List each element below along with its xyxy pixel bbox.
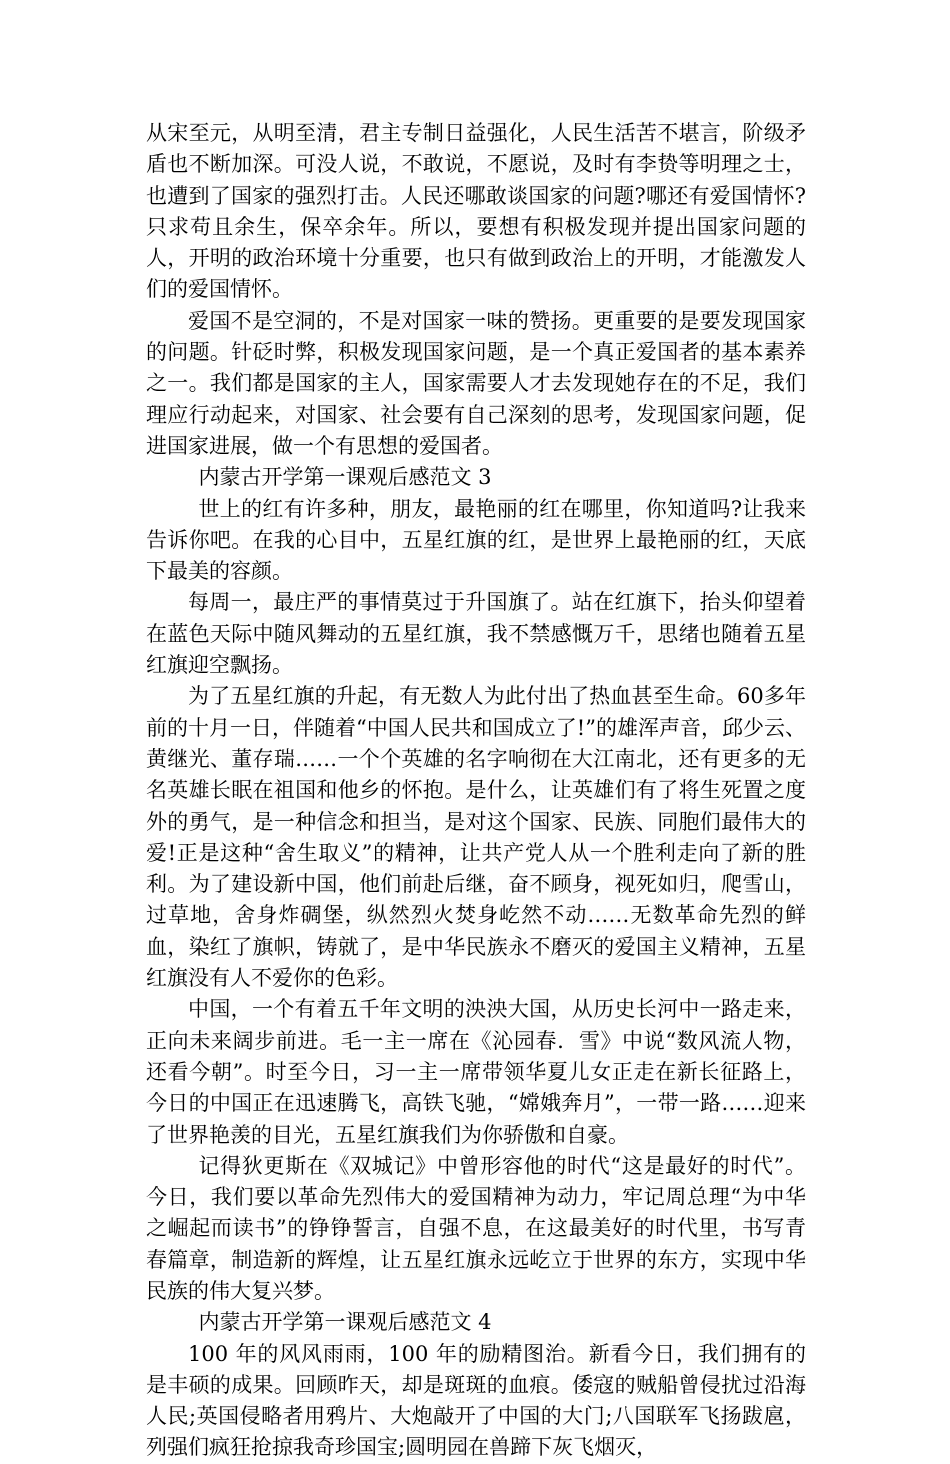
paragraph-3: 世上的红有许多种，朋友，最艳丽的红在哪里，你知道吗?让我来告诉你吧。在我的心目中，五星红旗的红，是世界上最艳丽的红，天底下最美的容颜。 [146,496,806,584]
section-heading-3: 内蒙古开学第一课观后感范文 3 [198,465,492,490]
paragraph-1: 从宋至元，从明至清，君主专制日益强化，人民生活苦不堪言，阶级矛盾也不断加深。可没人说，不敢说，不愿说，及时有李贽等明理之士，也遭到了国家的强烈打击。人民还哪敢谈国家的问题?哪还有爱国情怀?只求苟且余生，保卒余年。所以，要想有积极发现并提出国家问题的人，开明的政治环境十分重要，也只有做到政治上的开明，才能激发人们的爱国情怀。 [146,121,806,302]
paragraph-6: 中国，一个有着五千年文明的泱泱大国，从历史长河中一路走来，正向未来阔步前进。毛一主一席在《沁园春．雪》中说“数风流人物，还看今朝”。时至今日，习一主一席带领华夏儿女正走在新长征路上，今日的中国正在迅速腾飞，高铁飞驰，“嫦娥奔月”，一带一路……迎来了世界艳羡的目光，五星红旗我们为你骄傲和自豪。 [146,997,806,1147]
paragraph-2: 爱国不是空洞的，不是对国家一味的赞扬。更重要的是要发现国家的问题。针砭时弊，积极发现国家问题，是一个真正爱国者的基本素养之一。我们都是国家的主人，国家需要人才去发现她存在的不足，我们理应行动起来，对国家、社会要有自己深刻的思考，发现国家问题，促进国家进展，做一个有思想的爱国者。 [146,308,806,458]
document-page [146,118,806,1464]
paragraph-7: 记得狄更斯在《双城记》中曾形容他的时代“这是最好的时代”。今日，我们要以革命先烈伟大的爱国精神为动力，牢记周总理“为中华之崛起而读书”的铮铮誓言，自强不息，在这最美好的时代里，书写青春篇章，制造新的辉煌，让五星红旗永远屹立于世界的东方，实现中华民族的伟大复兴梦。 [146,1153,806,1303]
section-heading-4: 内蒙古开学第一课观后感范文 4 [198,1310,492,1335]
paragraph-8: 100 年的风风雨雨，100 年的励精图治。新看今日，我们拥有的是丰硕的成果。回顾昨天，却是斑斑的血痕。倭寇的贼船曾侵扰过沿海人民;英国侵略者用鸦片、大炮敲开了中国的大门;八国联军飞扬跋扈，列强们疯狂抢掠我奇珍国宝;圆明园在兽蹄下灰飞烟灭， [146,1341,806,1460]
paragraph-5: 为了五星红旗的升起，有无数人为此付出了热血甚至生命。60多年前的十月一日，伴随着“中国人民共和国成立了!”的雄浑声音，邱少云、黄继光、董存瑞……一个个英雄的名字响彻在大江南北，还有更多的无名英雄长眠在祖国和他乡的怀抱。是什么，让英雄们有了将生死置之度外的勇气，是一种信念和担当，是对这个国家、民族、同胞们最伟大的爱!正是这种“舍生取义”的精神，让共产党人从一个胜利走向了新的胜利。为了建设新中国，他们前赴后继，奋不顾身，视死如归，爬雪山，过草地，舍身炸碉堡，纵然烈火焚身屹然不动……无数革命先烈的鲜血，染红了旗帜，铸就了，是中华民族永不磨灭的爱国主义精神，五星红旗没有人不爱你的色彩。 [146,684,806,991]
paragraph-4: 每周一，最庄严的事情莫过于升国旗了。站在红旗下，抬头仰望着在蓝色天际中随风舞动的五星红旗，我不禁感慨万千，思绪也随着五星红旗迎空飘扬。 [146,590,806,678]
